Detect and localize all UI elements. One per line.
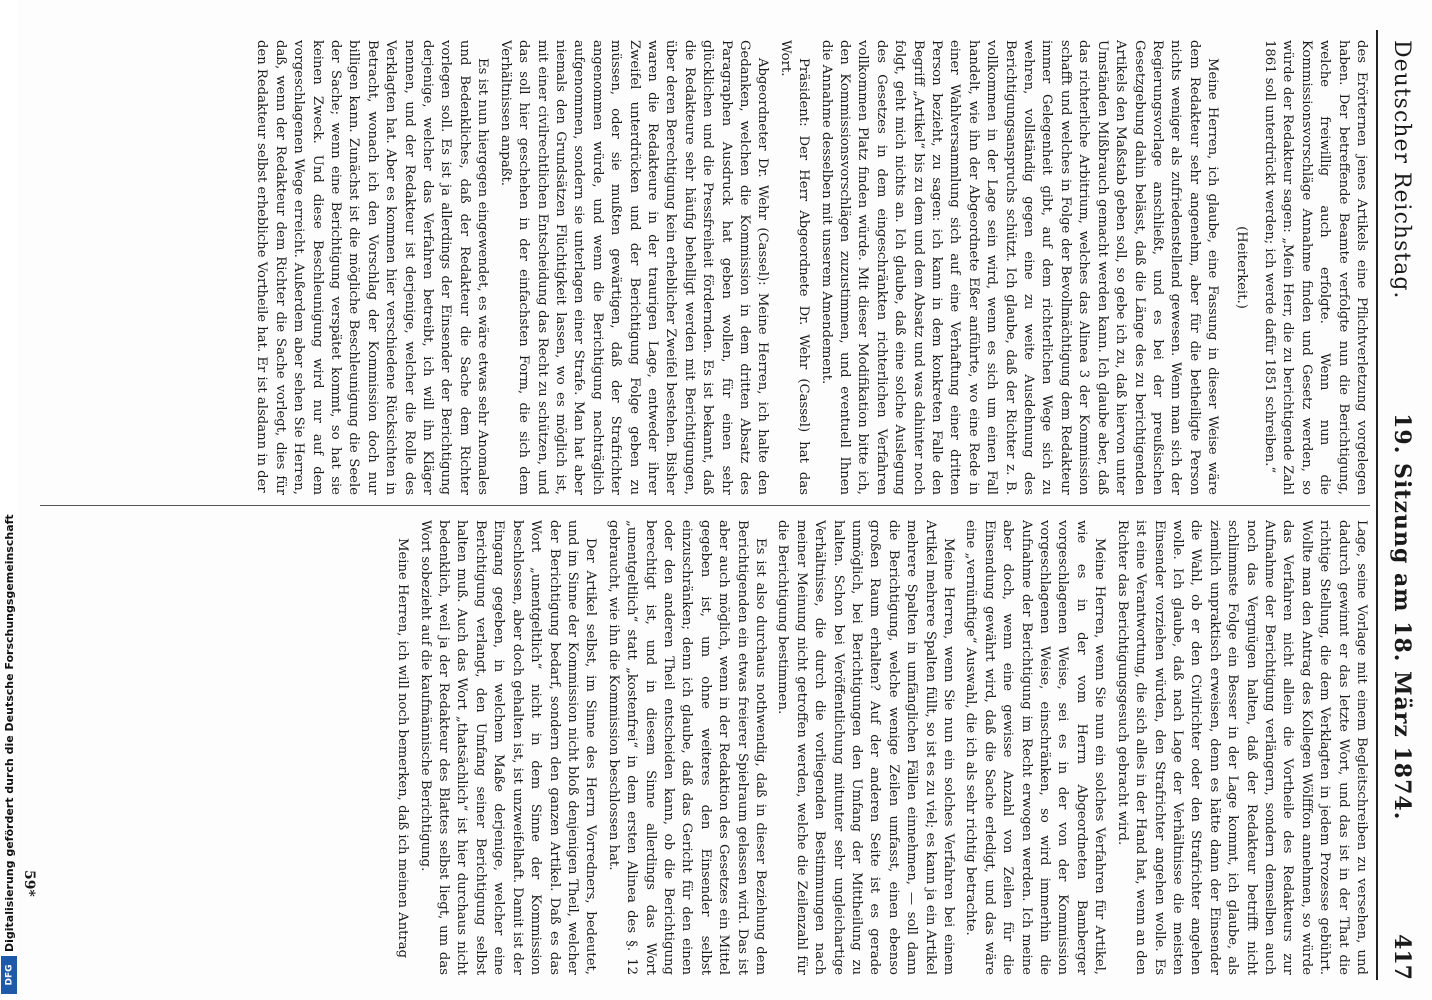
paragraph: Meine Herren, wenn Sie nun ein solches Verfahren bei einem Artikel mehrere Spalten füllt, so ist es zu viel; es kann ja ein Artikel mehrere Spalten in umfänglichen Fällen einnehmen, — soll dann die Berichtigung, welche wenige Zeilen umfasst, einen ebenso großen Raum erhalten? Auf der anderen Seite ist es gerade unmöglich, bei Berichtigungen den Umfang der Mittheilung zu halten. Schon bei Veröffentlichung mitunter sehr ungleichartige Verhältnisse, die durch die vorliegenden Bestimmungen nach meiner Meinung nicht getroffen werden, welche die Zeilenzahl für die Berichtigung bestimmen. (775, 520, 957, 975)
header-journal: Deutscher Reichstag. (1389, 40, 1415, 300)
header-session: 19. Sitzung am 18. März 1874. (1389, 413, 1415, 821)
left-column (50, 40, 1370, 495)
paragraph: des Erörternen jenes Artikels eine Pflichtverletzung vorgelegen haben. Der betreffende Beamte verfolgte nun die Berichtigung, welche freiwillig auch erfolgte. Wenn nun die Kommissionsvorschläge Annahme finden und Gesetz werden, so würde der Redakteur sagen: „Mein Herr, die zu berichtigende Zahl 1861 soll unterdrückt werden; ich werde dafür 1851 schreiben.“ (1261, 40, 1369, 495)
page-number: 417 (1389, 934, 1415, 980)
paragraph: Es ist nun hiergegen eingewendet, es wäre etwas sehr Anomales und Bedenkliches, daß der Redakteur die Sache dem Richter vorlegen soll. Es ist ja allerdings der Einsender der Berichtigung derjenige, welcher das Verfahren betreibt, ich will ihn Kläger nennen, und der Redakteur ist derjenige, welcher die Rolle des Verklagten hat. Aber es kommen hier verschiedene Rücksichten in Betracht, wonach ich den Vorschlag der Kommission doch nur billigen kann. Zunächst ist die mögliche Beschleunigung die Seele der Sache; wenn eine Berichtigung verspätet kommt, so hat sie keinen Zweck. Und diese Beschleunigung wird nur auf dem vorgeschlagenen Wege erreicht. Außerdem aber sehen Sie Herren, daß, wenn der Redakteur dem Richter die Sache vorlegt, dies für den Redakteur selbst erhebliche Vortheile hat. Er ist alsdann in der (254, 40, 491, 495)
header-rule (1376, 30, 1378, 980)
page-header (1382, 40, 1422, 980)
right-column (50, 520, 1370, 975)
paragraph: Meine Herren, ich will noch bemerken, daß ich meinen Antrag (395, 538, 411, 959)
dfg-logo (1, 956, 17, 994)
dfg-logo-text: DFG (4, 964, 15, 986)
paragraph: Meine Herren, ich glaube, eine Fassung in dieser Weise wäre dem Redakteur sehr angenehm, aber für die betheiligte Person nichts weniger als zufriedenstellend gewesen. Wenn man sich der Regierungsvorlage anschließt, und es bei der preußischen Gesetzgebung dahin belässt, daß die Länge des zu berichtigenden Artikels den Maßstab geben soll, so gebe ich zu, daß hiervon unter Umständen Mißbrauch gemacht werden kann. Ich glaube aber, daß das richterliche Arbitrium, welches das Alinea 3 der Kommission schafft und welches in Folge der Bevollmächtigung dem Redakteur immer Gelegenheit gibt, auf dem richterlichen Wege sich zu wehren, vollständig gegen eine zu weite Ausdehnung des Berichtigungsanspruchs schützt. Ich glaube, daß der Richter z. B. vollkommen in der Lage sein wird, wenn es sich um einen Fall handelt, wie ihn der Abgeordnete Eßer anführte, wo eine Rede in einer Wahlversammlung sich auf eine Verhaftung einer dritten Person bezieht, zu sagen: ich kann in dem konkreten Falle den Begriff „Artikel“ bis zu dem und dem Absatz und was dahinter noch folgt, geht mich nichts an. Ich glaube, daß eine solche Auslegung des Gesetzes in dem eingeschränkten richterlichen Verfahren vollkommen Platz finden würde. Mit dieser Modifikation bitte ich, den Kommissionsvorschlägen zuzustimmen, und eventuell Ihnen die Annahme desselben mit unserem Amendement. (818, 40, 1221, 495)
paragraph: Abgeordneter Dr. Wehr (Cassel): Meine Herren, ich halte den Gedanken, welchen die Kommission in dem dritten Absatz des Paragraphen Ausdruck hat geben wollen, für einen sehr glücklichen und die Pressfreiheit fördernden. Es ist bekannt, daß die Redakteure sehr häufig behelligt werden mit Berichtigungen, über deren Berechtigung kein erheblicher Zweifel bestehen. Bisher waren die Redakteure in der traurigen Lage, entweder ihrer Zweifel unterdrücken und der Berichtigung Folge geben zu müssen, oder sie mußten gewärtigen, daß der Strafrichter angenommen würde, und wenn die Berichtigung nachträglich aufgenommen, sondern sie unterlagen einer Strafe. Man hat aber niemals den Grundsätzen Flüchtigkeit lassen, wo es möglich ist, mit einer civilrechtlichen Entscheidung das Recht zu schützen, und das soll hier geschehen in der einfachsten Form, die sich dem Verhältnissen anpaßt. (497, 40, 771, 495)
footer-strip (0, 0, 18, 1000)
sheet-signature: 59* (21, 870, 37, 897)
paragraph-president: Präsident: Der Herr Abgeordnete Dr. Wehr (Cassel) hat das Wort. (777, 40, 812, 495)
paragraph-interjection: (Heiterkeit.) (1233, 226, 1249, 309)
paragraph: Lage, seine Vorlage mit einem Begleitschreiben zu versehen, und dadurch gewinnt er das letzte Wort, und das ist in der That die richtige Stellung, die dem Verklagten in jedem Prozesse gebührt. Wollte man den Antrag des Kollegen Wölfffon annehmen, so würde das Verfahren nicht allein die Vortheile des Redakteurs zur Aufnahme der Berichtigung verlängern, sondern demselben auch noch das Vergnügen halten, daß der Redakteur betrifft nicht schlimmste Folge ein Besser in der Lage kommt, ich glaube, als ziemlich unpraktisch erweisen, denn es hätte dann der Einsender die Wahl, ob er den Civilrichter oder den Strafrichter angehen wolle. Ich glaube, daß nach Lage der Verhältnisse die meisten Einsender vorziehen würden, den Strafrichter angehen wolle. Es ist eine Verantwortung, die sich alles in der Hand hat, wenn an den Richter das Berichtigungsgesuch gebracht wird. (1114, 520, 1369, 975)
funding-notice: Digitalisierung gefördert durch die Deutsche Forschungsgemeinschaft (3, 514, 16, 952)
paragraph: Der Artikel selbst, im Sinne des Herrn Vorredners, bedeutet, und im Sinne der Kommission nicht bloß denjenigen Theil, welcher der Berichtigung bedarf, sondern den ganzen Artikel. Daß es das Wort „unentgeltlich“ nicht in dem Sinne der Kommission beschlossen, aber doch gehalten ist, ist unzweifelhaft. Damit ist der Eingang gegeben, in welchem Maße derjenige, welcher eine Berichtigung verlangt, den Umfang seiner Berichtigung selbst halten muß. Auch das Wort „thatsächlich“ ist hier durchaus nicht bedenklich, weil ja der Redakteur des Blattes selbst liegt, um das Wort sobezieht auf die kaufmännische Berichtigung. (417, 520, 599, 975)
paragraph: Meine Herren, wenn Sie nun ein solches Verfahren für Artikel, wie es in der vom Herrn Abgeordneten Bamberger vorgeschlagenen Weise, sei es in der von der Kommission vorgeschlagenen Weise, einschränken, so wird immerhin die Aufnahme der Berichtigung im Recht erwogen werden. Ich meine aber doch, wenn eine gewisse Anzahl von Zeilen für die Einsendung gewährt wird, daß die Sache erledigt, und das wäre eine „vernünftige“ Auswahl, die ich als sehr richtig betrachte. (963, 520, 1108, 975)
paragraph: Es ist also durchaus nothwendig, daß in dieser Beziehung dem Berichtigenden ein etwas freierer Spielraum gelassen wird. Das ist aber auch möglich, wenn in der Redaktion des Gesetzes ein Mittel gegeben ist, um ohne weiteres den Einsender selbst einzuschränken; denn ich glaube, daß das Gericht für den einen oder den anderen Theil entscheiden kann, ob die Berichtigung berechtigt ist, und in diesem Sinne allerdings das Wort „unentgeltlich“ statt „kostenfrei“ in dem ersten Alinea des §. 12 gebraucht, wie ihn die Kommission beschlossen hat. (605, 520, 768, 975)
column-divider (40, 505, 1370, 506)
